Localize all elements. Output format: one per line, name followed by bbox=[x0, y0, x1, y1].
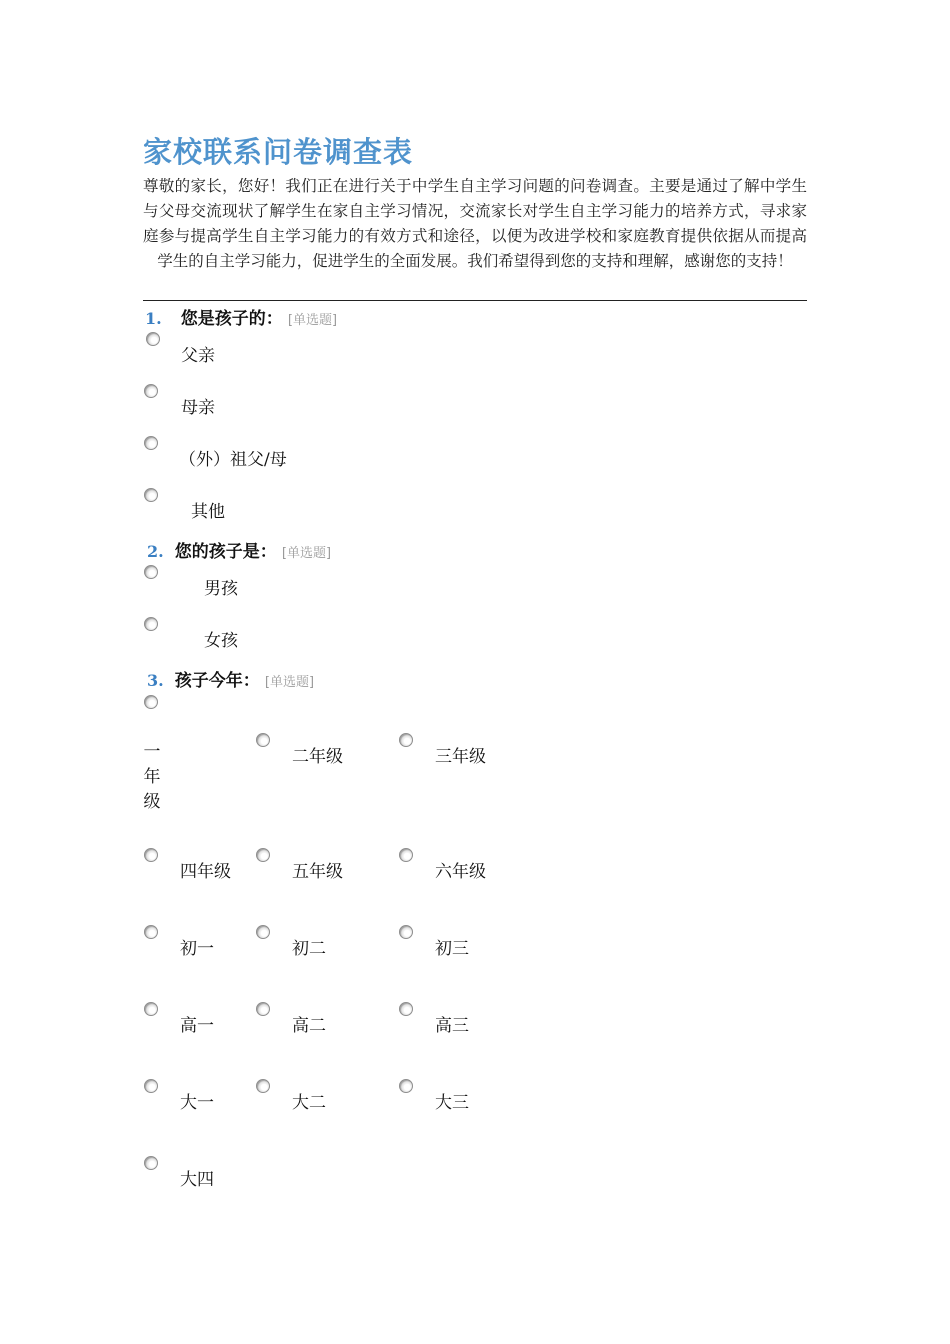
page-title: 家校联系问卷调查表 bbox=[143, 135, 414, 169]
option-label[interactable]: 五年级 bbox=[292, 862, 343, 882]
option-label[interactable]: 大三 bbox=[435, 1093, 469, 1113]
divider bbox=[143, 300, 807, 301]
option-label[interactable]: 母亲 bbox=[181, 398, 215, 418]
option-label[interactable]: 其他 bbox=[191, 502, 225, 522]
question-text: 您的孩子是： bbox=[174, 542, 277, 562]
question-number: 1. bbox=[145, 309, 162, 328]
option-label[interactable]: 一年级 bbox=[143, 742, 161, 812]
option-label[interactable]: 初二 bbox=[292, 939, 326, 959]
radio-button[interactable] bbox=[144, 1079, 158, 1093]
radio-button[interactable] bbox=[144, 925, 158, 939]
option-label[interactable]: 二年级 bbox=[292, 747, 343, 767]
radio-button[interactable] bbox=[144, 848, 158, 862]
option-label[interactable]: 六年级 bbox=[435, 862, 486, 882]
option-label[interactable]: （外）祖父/母 bbox=[179, 450, 287, 470]
question-type-tag: [单选题] bbox=[287, 313, 338, 328]
radio-button[interactable] bbox=[256, 1079, 270, 1093]
radio-button[interactable] bbox=[146, 332, 160, 346]
question-type-tag: [单选题] bbox=[281, 546, 332, 561]
radio-button[interactable] bbox=[144, 1002, 158, 1016]
question-text: 您是孩子的： bbox=[180, 309, 283, 329]
radio-button[interactable] bbox=[256, 848, 270, 862]
option-label[interactable]: 大二 bbox=[292, 1093, 326, 1113]
option-label[interactable]: 初一 bbox=[180, 939, 214, 959]
radio-button[interactable] bbox=[144, 695, 158, 709]
radio-button[interactable] bbox=[399, 1002, 413, 1016]
radio-button[interactable] bbox=[144, 617, 158, 631]
option-label[interactable]: 高二 bbox=[292, 1016, 326, 1036]
option-label[interactable]: 女孩 bbox=[204, 631, 238, 651]
option-label[interactable]: 三年级 bbox=[435, 747, 486, 767]
radio-button[interactable] bbox=[144, 488, 158, 502]
option-label[interactable]: 初三 bbox=[435, 939, 469, 959]
question-2-header bbox=[147, 537, 331, 562]
question-number: 3. bbox=[147, 671, 164, 690]
option-label[interactable]: 男孩 bbox=[204, 579, 238, 599]
option-label[interactable]: 四年级 bbox=[180, 862, 231, 882]
option-label[interactable]: 父亲 bbox=[181, 346, 215, 366]
question-3-header bbox=[147, 666, 314, 691]
radio-button[interactable] bbox=[144, 1156, 158, 1170]
radio-button[interactable] bbox=[256, 733, 270, 747]
option-label[interactable]: 高三 bbox=[435, 1016, 469, 1036]
radio-button[interactable] bbox=[256, 1002, 270, 1016]
option-label[interactable]: 大一 bbox=[180, 1093, 214, 1113]
question-number: 2. bbox=[147, 542, 164, 561]
question-text: 孩子今年： bbox=[174, 671, 260, 691]
radio-button[interactable] bbox=[399, 848, 413, 862]
question-type-tag: [单选题] bbox=[264, 675, 315, 690]
radio-button[interactable] bbox=[399, 1079, 413, 1093]
radio-button[interactable] bbox=[256, 925, 270, 939]
radio-button[interactable] bbox=[144, 565, 158, 579]
radio-button[interactable] bbox=[144, 436, 158, 450]
intro-paragraph: 尊敬的家长，您好！我们正在进行关于中学生自主学习问题的问卷调查。主要是通过了解中学生与父母交流现状了解学生在家自主学习情况，交流家长对学生自主学习能力的培养方式，寻求家庭参与提高学生自主学习能力的有效方式和途径，以便为改进学校和家庭教育提供依据从而提高学生的自主学习能力，促进学生的全面发展。我们希望得到您的支持和理解，感谢您的支持！ bbox=[143, 177, 807, 270]
radio-button[interactable] bbox=[399, 925, 413, 939]
option-label[interactable]: 大四 bbox=[180, 1170, 214, 1190]
radio-button[interactable] bbox=[399, 733, 413, 747]
option-label[interactable]: 高一 bbox=[180, 1016, 214, 1036]
radio-button[interactable] bbox=[144, 384, 158, 398]
question-1-header bbox=[145, 304, 337, 329]
